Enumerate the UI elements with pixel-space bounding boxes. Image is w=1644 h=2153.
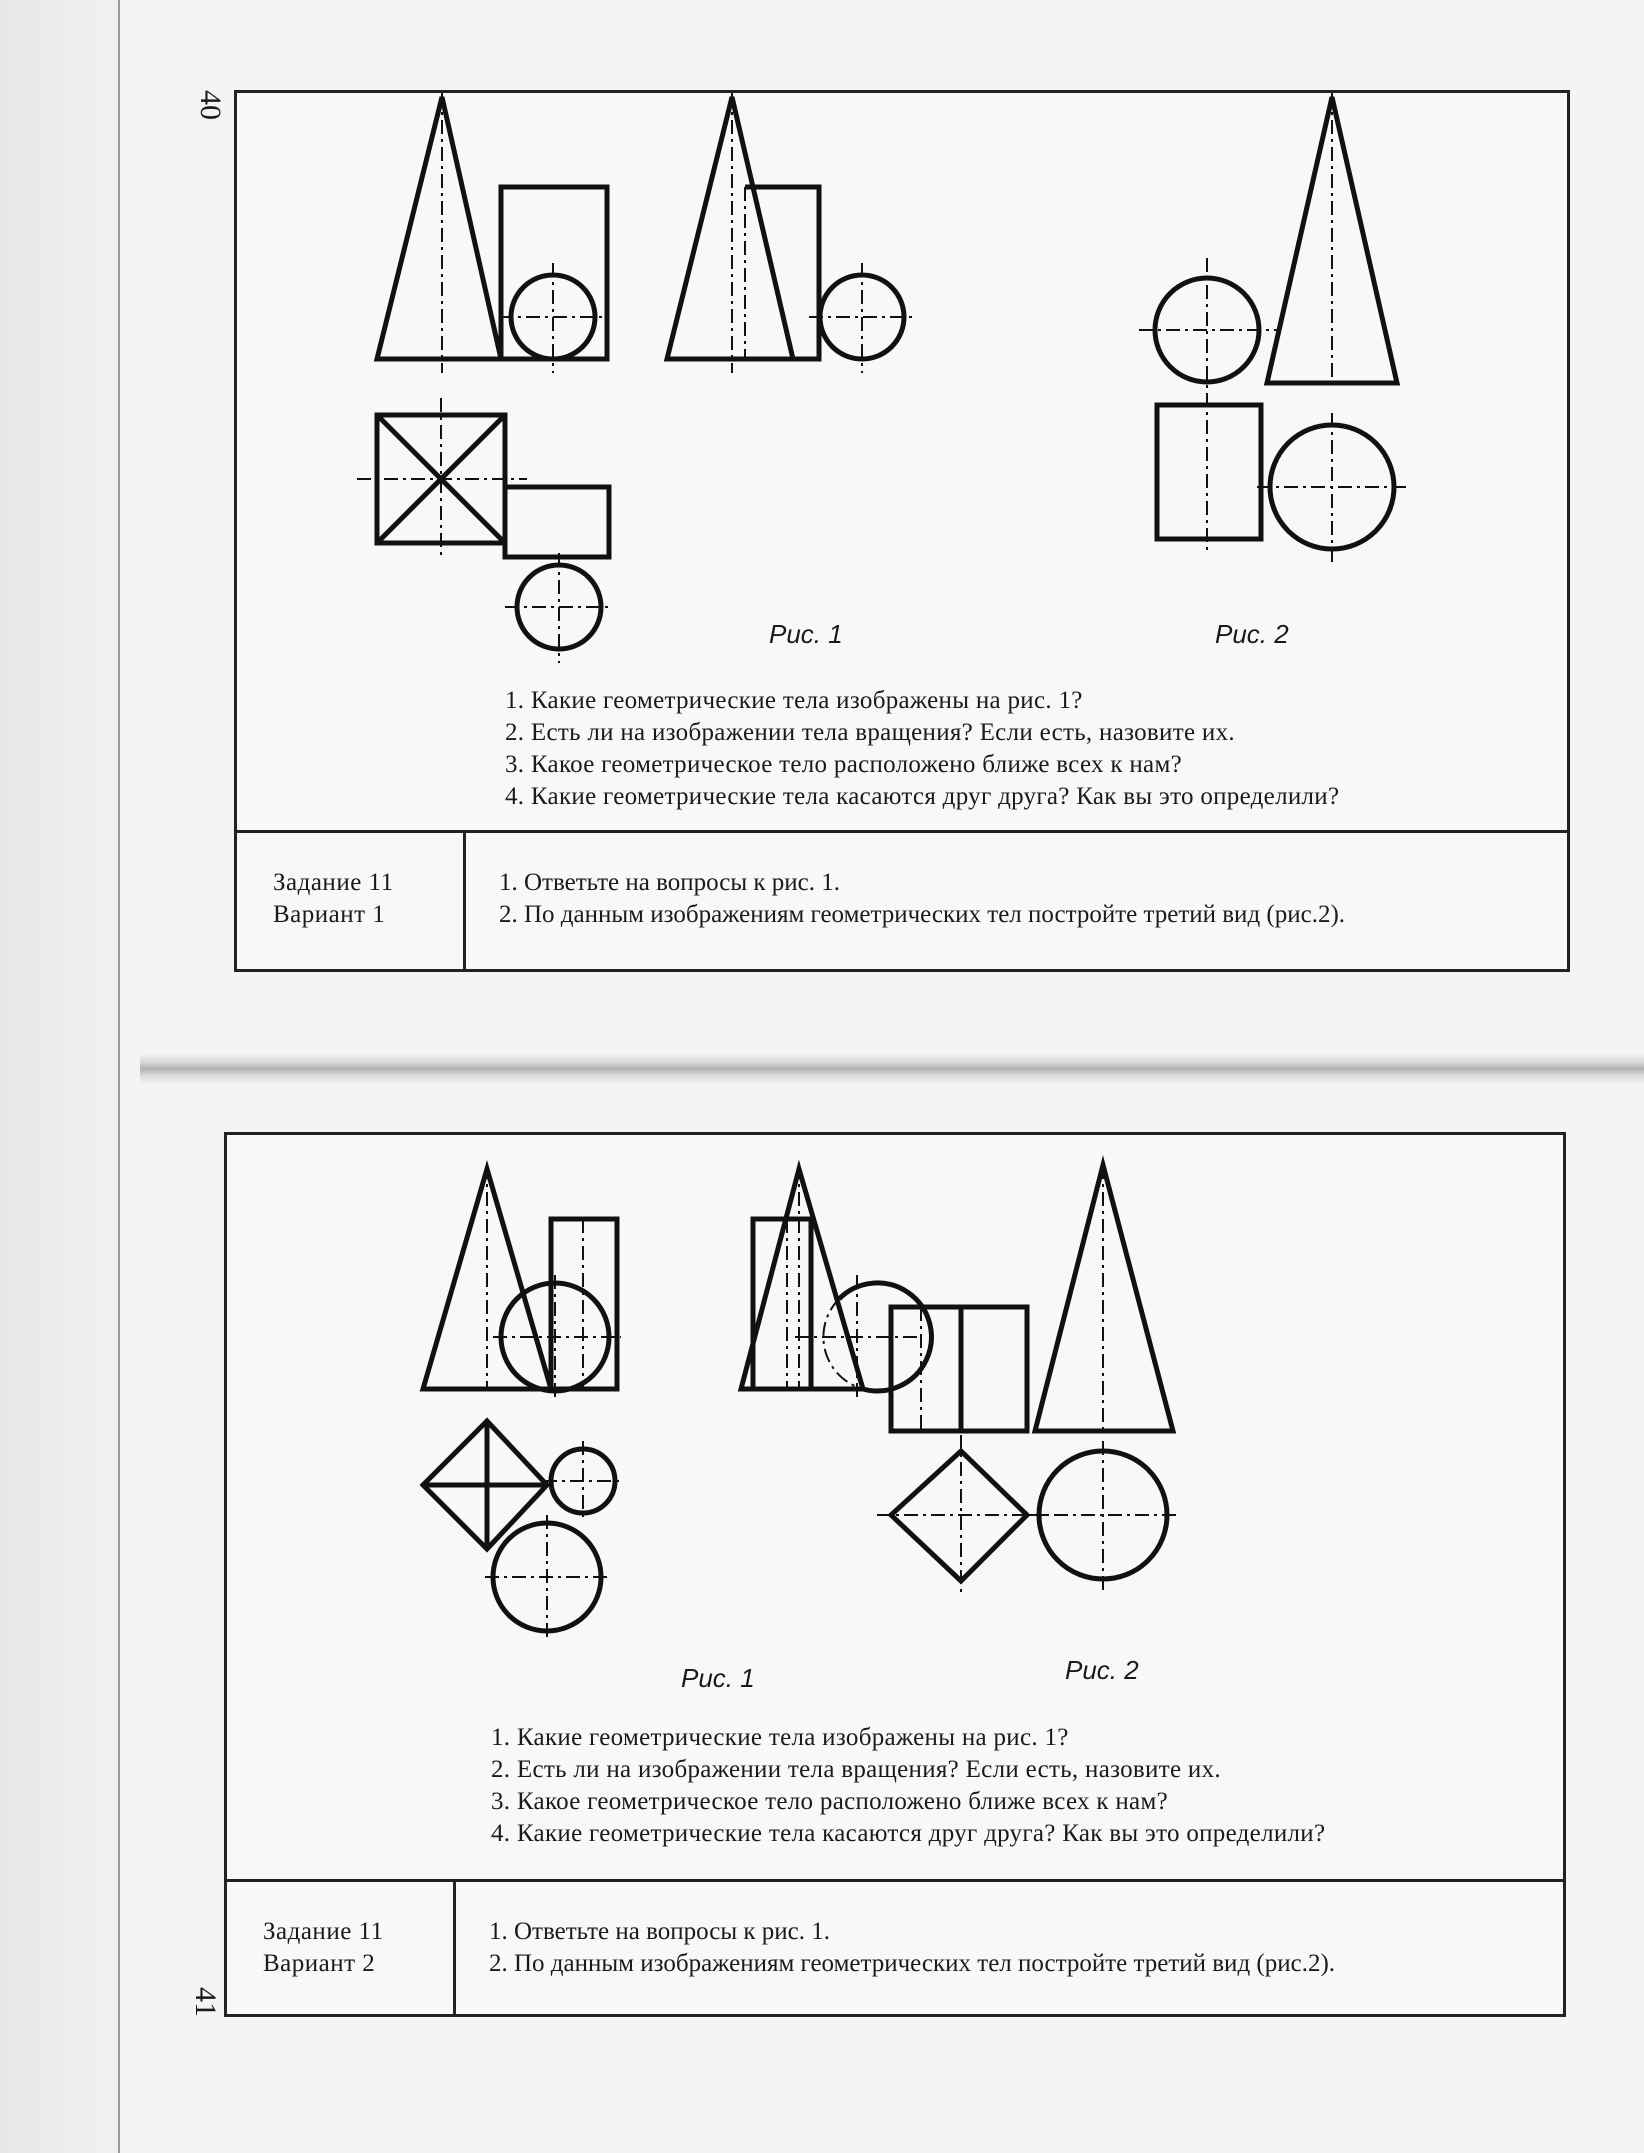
variant-label: Вариант 1	[273, 901, 386, 928]
exercise-card-variant-2	[224, 1132, 1566, 2017]
question-1: 1. Какие геометрические тела изображены на рис. 1?	[491, 1724, 1069, 1751]
caption-fig1: Рис. 1	[681, 1663, 755, 1693]
task-footer	[227, 1879, 1563, 2014]
exercise-card-variant-1	[234, 90, 1570, 972]
task-2: 2. По данным изображениям геометрических тел постройте третий вид (рис.2).	[499, 901, 1346, 928]
task-list	[489, 1916, 1335, 1980]
caption-fig1: Рис. 1	[769, 619, 843, 649]
variant-label: Вариант 2	[263, 1950, 376, 1977]
question-2: 2. Есть ли на изображении тела вращения? Если есть, назовите их.	[491, 1756, 1221, 1783]
task-1: 1. Ответьте на вопросы к рис. 1.	[499, 869, 841, 896]
question-list	[505, 685, 1339, 813]
page-number-bottom: 41	[189, 1987, 222, 2017]
question-4: 4. Какие геометрические тела касаются друг друга? Как вы это определили?	[491, 1820, 1326, 1847]
task-list	[499, 867, 1345, 931]
question-list	[491, 1722, 1325, 1850]
task-2: 2. По данным изображениям геометрических тел постройте третий вид (рис.2).	[489, 1950, 1336, 1977]
task-label: Задание 11	[263, 1918, 384, 1945]
question-1: 1. Какие геометрические тела изображены на рис. 1?	[505, 687, 1083, 714]
page-number-top: 40	[194, 90, 227, 120]
caption-fig2: Рис. 2	[1065, 1655, 1139, 1685]
task-label-cell	[237, 833, 466, 969]
question-3: 3. Какое геометрическое тело расположено ближе всех к нам?	[505, 751, 1182, 778]
task-1: 1. Ответьте на вопросы к рис. 1.	[489, 1918, 831, 1945]
cone-side-view	[741, 1169, 863, 1389]
page-left-edge	[0, 0, 120, 2153]
page-divider	[140, 1052, 1644, 1086]
task-label-cell	[227, 1882, 456, 2014]
question-2: 2. Есть ли на изображении тела вращения? Если есть, назовите их.	[505, 719, 1235, 746]
task-footer	[237, 830, 1567, 969]
cone-front-view	[377, 97, 501, 359]
fig2-rectangle	[1157, 405, 1261, 539]
prism-side-view	[745, 187, 819, 359]
task-label: Задание 11	[273, 869, 394, 896]
question-3: 3. Какое геометрическое тело расположено ближе всех к нам?	[491, 1788, 1168, 1815]
prism-top-view	[505, 487, 609, 557]
caption-fig2: Рис. 2	[1215, 619, 1289, 649]
cone-side-view	[667, 97, 793, 359]
question-4: 4. Какие геометрические тела касаются друг друга? Как вы это определили?	[505, 783, 1340, 810]
